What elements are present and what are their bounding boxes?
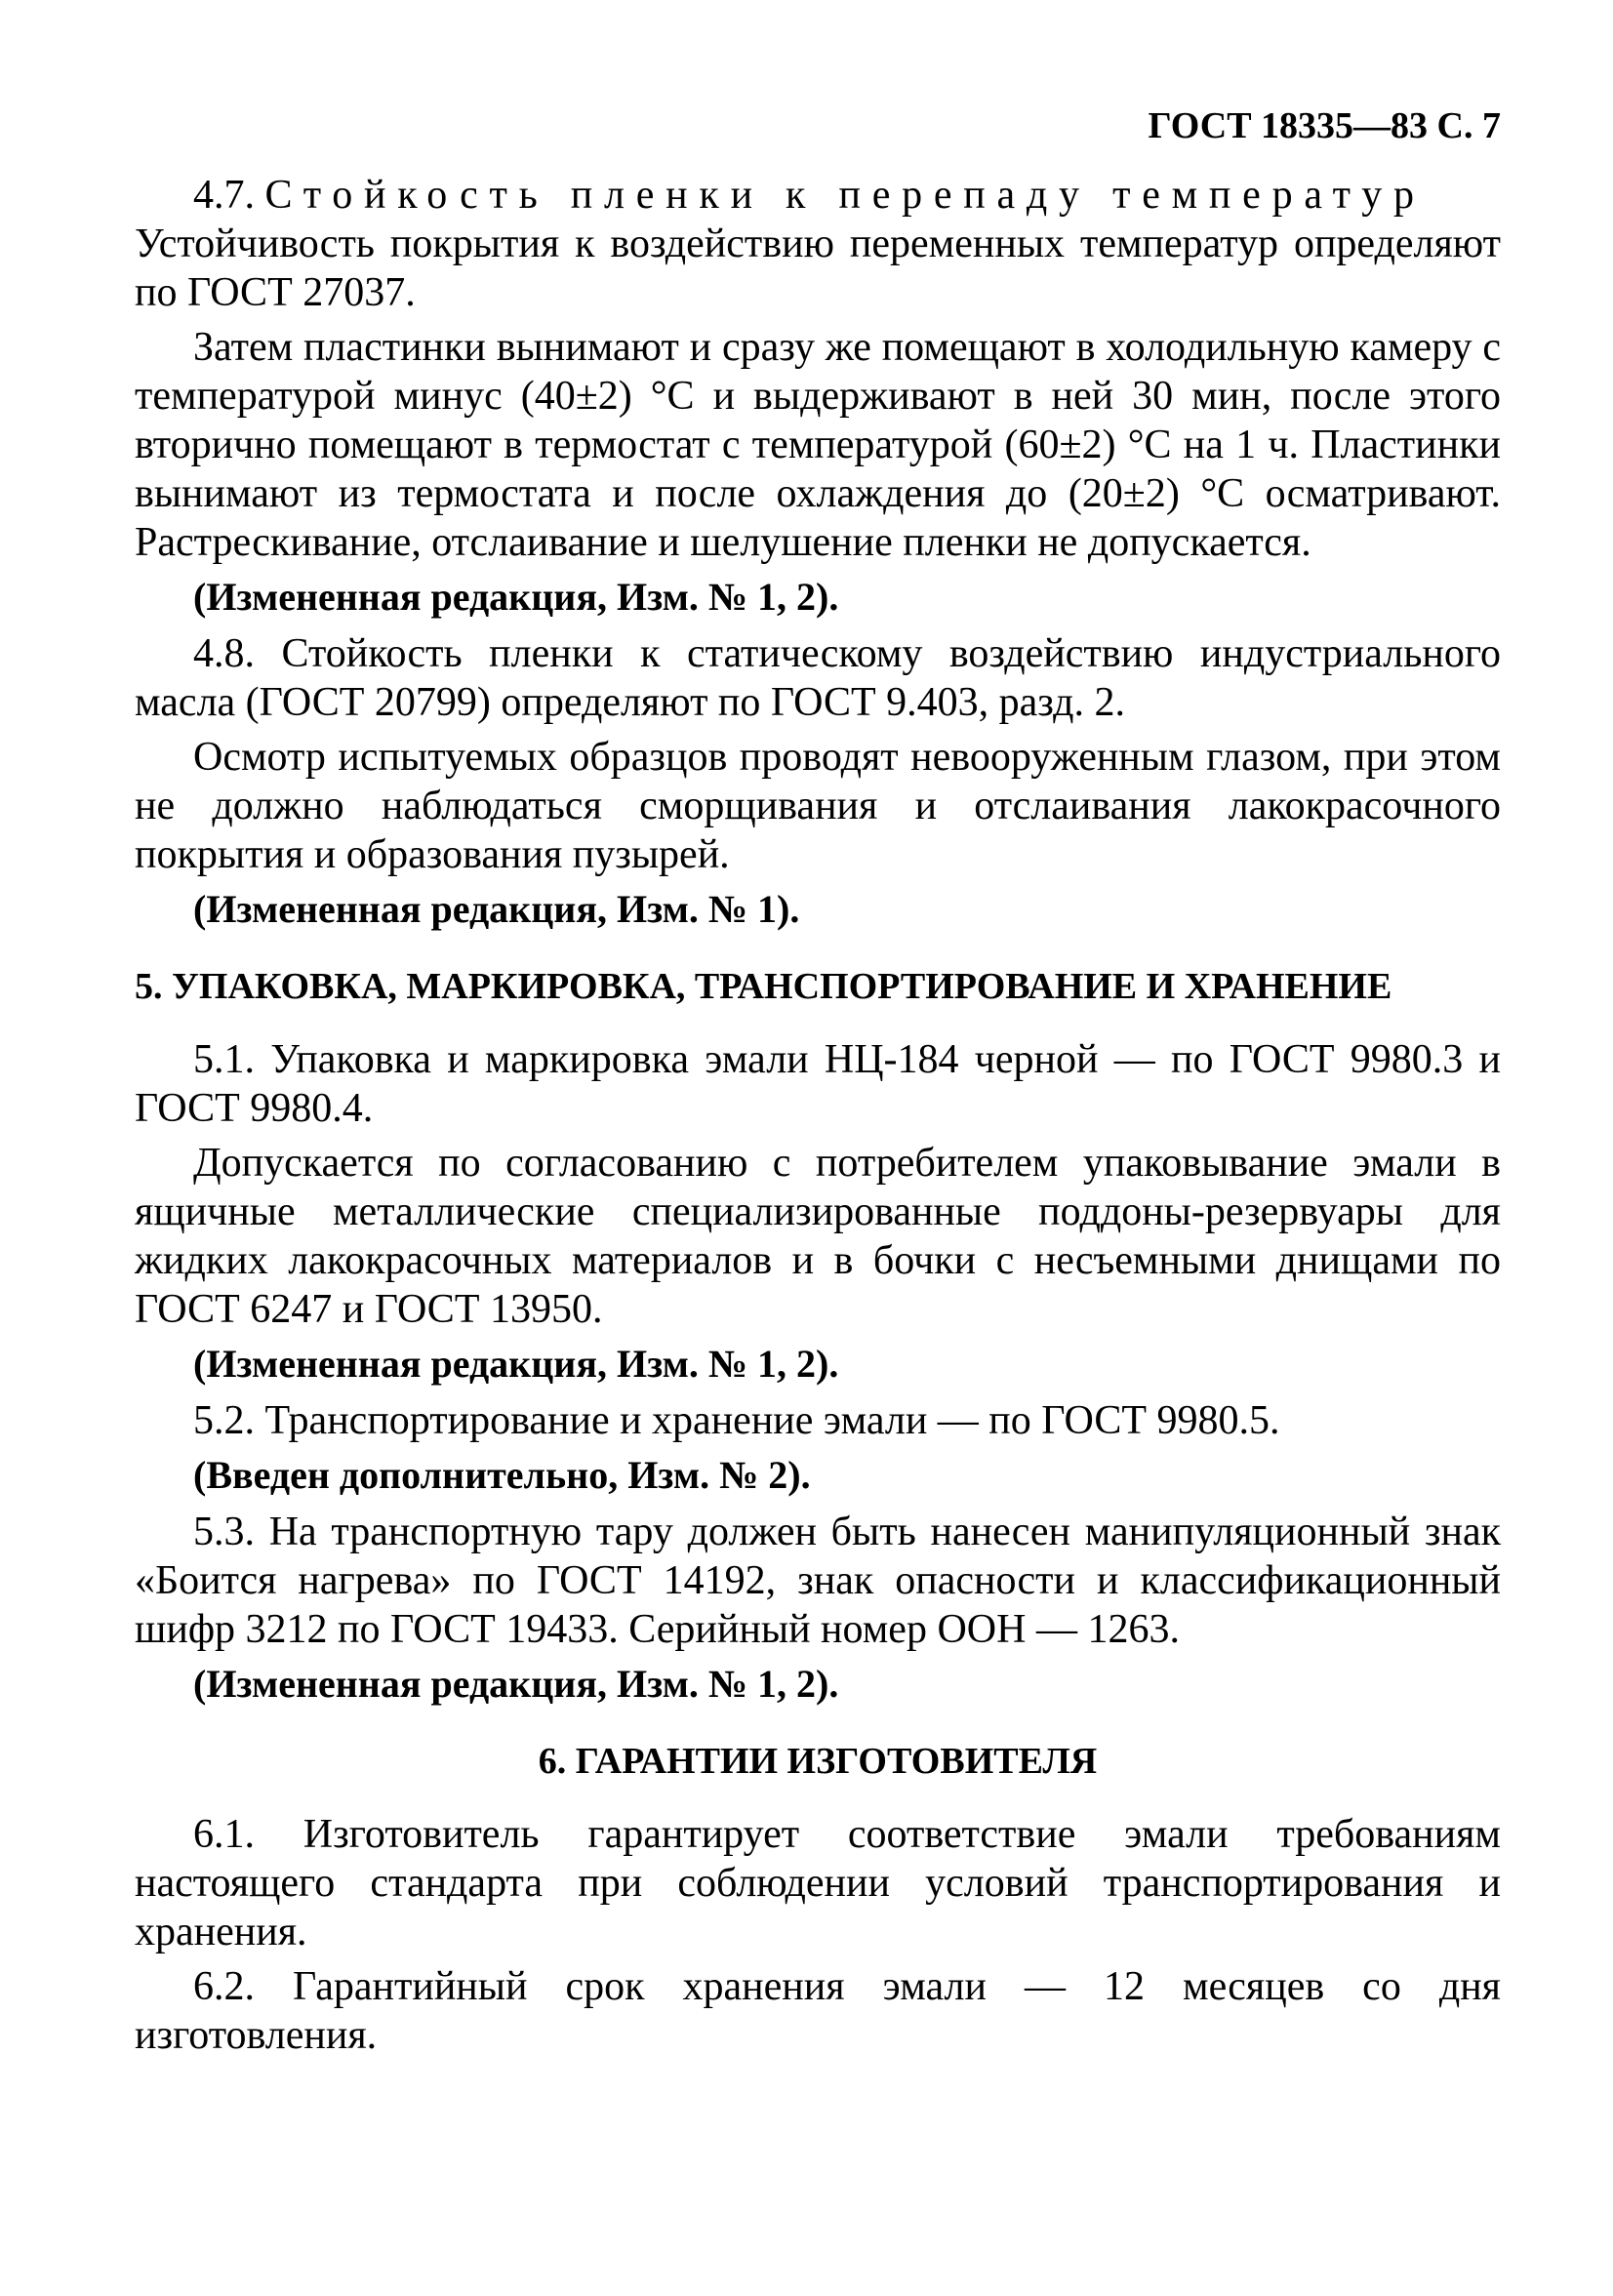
paragraph-5-1-continued: Допускается по согласованию с потребителем упаковывание эмали в ящичные металлические специализированные поддоны-резервуары для жидких лакокрасочных материалов и в бочки с несъемными днищами по ГОСТ 6247 и ГОСТ 13950. — [135, 1141, 1501, 1332]
amendment-note-4: (Введен дополнительно, Изм. № 2). — [193, 1453, 811, 1497]
amendment-note-3: (Измененная редакция, Изм. № 1, 2). — [193, 1342, 839, 1386]
paragraph-4-7-number: 4.7. — [193, 173, 255, 218]
paragraph-6-2: 6.2. Гарантийный срок хранения эмали — 12 месяцев со дня изготовления. — [135, 1964, 1501, 2058]
paragraph-4-8-continued: Осмотр испытуемых образцов проводят невооруженным глазом, при этом не должно наблюдаться сморщивания и отслаивания лакокрасочного покрытия и образования пузырей. — [135, 735, 1501, 877]
paragraph-6-1: 6.1. Изготовитель гарантирует соответствие эмали требованиям настоящего стандарта при соблюдении условий транспортирования и хранения. — [135, 1812, 1501, 1954]
section-6-title: 6. ГАРАНТИИ ИЗГОТОВИТЕЛЯ — [538, 1741, 1098, 1782]
paragraph-4-8: 4.8. Стойкость пленки к статическому воздействию индустриального масла (ГОСТ 20799) определяют по ГОСТ 9.403, разд. 2. — [135, 631, 1501, 725]
amendment-note-1: (Измененная редакция, Изм. № 1, 2). — [193, 575, 839, 619]
document-page — [135, 102, 1501, 2066]
page-header: ГОСТ 18335—83 С. 7 — [1148, 105, 1501, 146]
paragraph-4-7-text: Устойчивость покрытия к воздействию переменных температур определяют по ГОСТ 27037. — [135, 222, 1501, 315]
paragraph-4-7-continued: Затем пластинки вынимают и сразу же помещают в холодильную камеру с температурой минус (40±2) °С и выдерживают в ней 30 мин, после этого вторично помещают в термостат с температурой (60±2) °С на 1 ч. Пластинки вынимают из термостата и после охлаждения до (20±2) °С осматривают. Растрескивание, отслаивание и шелушение пленки не допускается. — [135, 325, 1501, 565]
amendment-note-5: (Измененная редакция, Изм. № 1, 2). — [193, 1662, 839, 1706]
paragraph-4-7 — [135, 171, 1501, 317]
paragraph-4-7-title: Стойкость пленки к перепаду температур — [264, 173, 1426, 218]
paragraph-5-1: 5.1. Упаковка и маркировка эмали НЦ-184 черной — по ГОСТ 9980.3 и ГОСТ 9980.4. — [135, 1037, 1501, 1131]
amendment-note-2: (Измененная редакция, Изм. № 1). — [193, 887, 800, 931]
section-5-title: 5. УПАКОВКА, МАРКИРОВКА, ТРАНСПОРТИРОВАНИЕ И ХРАНЕНИЕ — [135, 966, 1392, 1007]
paragraph-5-2: 5.2. Транспортирование и хранение эмали — по ГОСТ 9980.5. — [193, 1398, 1280, 1443]
paragraph-5-3: 5.3. На транспортную тару должен быть нанесен манипуляционный знак «Боится нагрева» по ГОСТ 14192, знак опасности и классификационный шифр 3212 по ГОСТ 19433. Серийный номер ООН — 1263. — [135, 1510, 1501, 1652]
